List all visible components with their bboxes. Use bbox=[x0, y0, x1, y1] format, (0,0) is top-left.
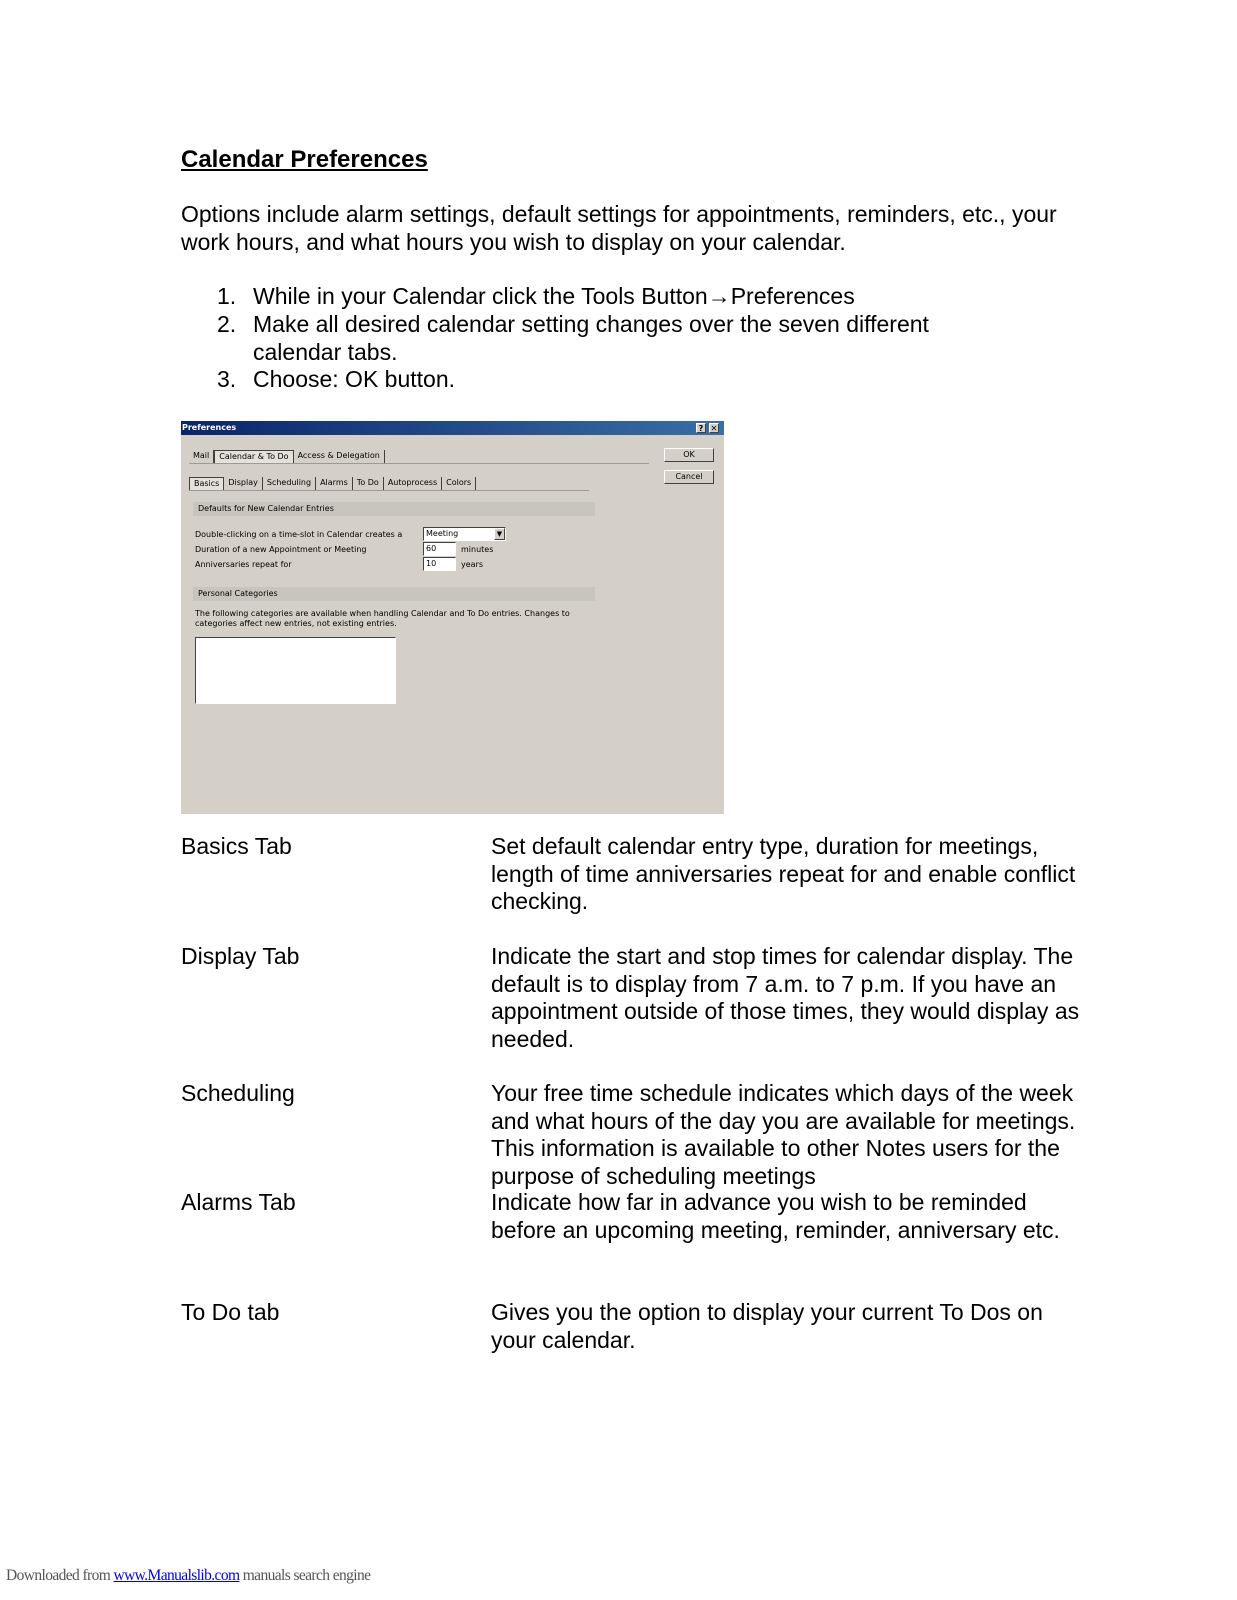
page-title: Calendar Preferences bbox=[181, 146, 428, 173]
tab-access-delegation[interactable]: Access & Delegation bbox=[294, 450, 385, 464]
definition-line: and what hours of the day you are available for meetings. bbox=[491, 1107, 1076, 1134]
dialog-title: Preferences bbox=[182, 423, 237, 432]
tab-autoprocess[interactable]: Autoprocess bbox=[384, 477, 442, 491]
intro-paragraph: Options include alarm settings, default settings for appointments, reminders, etc., your work hours, and what hours you wish to display on your calendar. bbox=[181, 201, 1057, 255]
step-number: 2. bbox=[217, 310, 237, 337]
definition-line: before an upcoming meeting, reminder, anniversary etc. bbox=[491, 1216, 1060, 1243]
cancel-button[interactable]: Cancel bbox=[664, 470, 714, 484]
duration-field[interactable]: 60 bbox=[423, 542, 456, 556]
close-icon[interactable]: ✕ bbox=[710, 424, 718, 433]
definition-text bbox=[491, 1299, 1131, 1354]
list-item bbox=[181, 283, 1013, 311]
definition-term: Display Tab bbox=[181, 943, 300, 969]
definition-term: Alarms Tab bbox=[181, 1189, 296, 1215]
definition-line: default is to display from 7 a.m. to 7 p.m. If you have an bbox=[491, 970, 1057, 997]
tab-scheduling[interactable]: Scheduling bbox=[263, 477, 316, 491]
manualslib-link[interactable]: www.Manualslib.com bbox=[113, 1567, 240, 1584]
footer-prefix: Downloaded from bbox=[6, 1567, 114, 1584]
anniversary-label: Anniversaries repeat for bbox=[195, 560, 292, 569]
step-text: While in your Calendar click the Tools Button→Preferences bbox=[253, 283, 855, 309]
tab-mail[interactable]: Mail bbox=[189, 450, 214, 464]
tab-divider bbox=[189, 463, 649, 464]
tab-colors[interactable]: Colors bbox=[442, 477, 476, 491]
categories-listbox[interactable] bbox=[195, 637, 396, 704]
tab-display[interactable]: Display bbox=[224, 477, 263, 491]
dialog-title-bar bbox=[181, 421, 724, 435]
chevron-down-icon[interactable]: ▼ bbox=[494, 528, 505, 540]
section-header-categories: Personal Categories bbox=[193, 587, 595, 601]
ok-button[interactable]: OK bbox=[664, 448, 714, 462]
categories-text: categories affect new entries, not existing entries. bbox=[195, 619, 397, 628]
definition-text bbox=[491, 1189, 1131, 1244]
definition-line: needed. bbox=[491, 1025, 575, 1052]
entry-type-value: Meeting bbox=[426, 529, 459, 538]
anniversary-unit: years bbox=[461, 560, 484, 569]
tab-calendar-todo[interactable]: Calendar & To Do bbox=[214, 450, 293, 464]
preferences-dialog-screenshot bbox=[181, 421, 724, 814]
definition-term: Basics Tab bbox=[181, 833, 292, 859]
definition-text bbox=[491, 943, 1131, 1053]
section-header-defaults: Defaults for New Calendar Entries bbox=[193, 502, 595, 516]
definition-line: purpose of scheduling meetings bbox=[491, 1162, 816, 1189]
top-tab-row bbox=[189, 450, 385, 464]
definition-line: your calendar. bbox=[491, 1326, 636, 1353]
duration-unit: minutes bbox=[461, 545, 494, 554]
definition-line: This information is available to other Notes users for the bbox=[491, 1135, 1060, 1162]
categories-text: The following categories are available when handling Calendar and To Do entries. Changes to bbox=[195, 609, 570, 618]
entry-type-select[interactable] bbox=[423, 527, 506, 541]
sub-tab-row bbox=[189, 477, 476, 491]
anniversary-field[interactable]: 10 bbox=[423, 557, 456, 571]
definition-term: Scheduling bbox=[181, 1080, 295, 1106]
tab-todo[interactable]: To Do bbox=[353, 477, 384, 491]
list-item bbox=[181, 311, 1013, 367]
footer-suffix: manuals search engine bbox=[239, 1567, 371, 1584]
definition-text bbox=[491, 1080, 1131, 1190]
steps-list bbox=[181, 283, 1013, 394]
step-number: 3. bbox=[217, 366, 237, 393]
double-click-label: Double-clicking on a time-slot in Calendar creates a bbox=[195, 530, 403, 539]
footer bbox=[6, 1567, 370, 1585]
definition-line: length of time anniversaries repeat for and enable conflict bbox=[491, 860, 1076, 887]
help-icon[interactable]: ? bbox=[696, 423, 706, 433]
definition-text bbox=[491, 833, 1131, 916]
definition-line: Indicate the start and stop times for calendar display. The bbox=[491, 943, 1074, 969]
step-text: Make all desired calendar setting changes over the seven different calendar tabs. bbox=[253, 310, 929, 365]
step-text: Choose: OK button. bbox=[253, 366, 456, 393]
definition-term: To Do tab bbox=[181, 1299, 280, 1325]
definition-line: checking. bbox=[491, 888, 589, 915]
definition-line: Your free time schedule indicates which days of the week bbox=[491, 1080, 1074, 1106]
definition-line: Gives you the option to display your current To Dos on bbox=[491, 1299, 1043, 1325]
tab-alarms[interactable]: Alarms bbox=[316, 477, 353, 491]
tab-divider bbox=[189, 490, 589, 491]
duration-label: Duration of a new Appointment or Meeting bbox=[195, 545, 367, 554]
tab-basics[interactable]: Basics bbox=[189, 477, 224, 491]
definition-line: appointment outside of those times, they would display as bbox=[491, 998, 1080, 1025]
definition-line: Indicate how far in advance you wish to be reminded bbox=[491, 1189, 1027, 1215]
definition-line: Set default calendar entry type, duration for meetings, bbox=[491, 833, 1039, 859]
step-number: 1. bbox=[217, 283, 237, 309]
list-item bbox=[181, 366, 1013, 394]
